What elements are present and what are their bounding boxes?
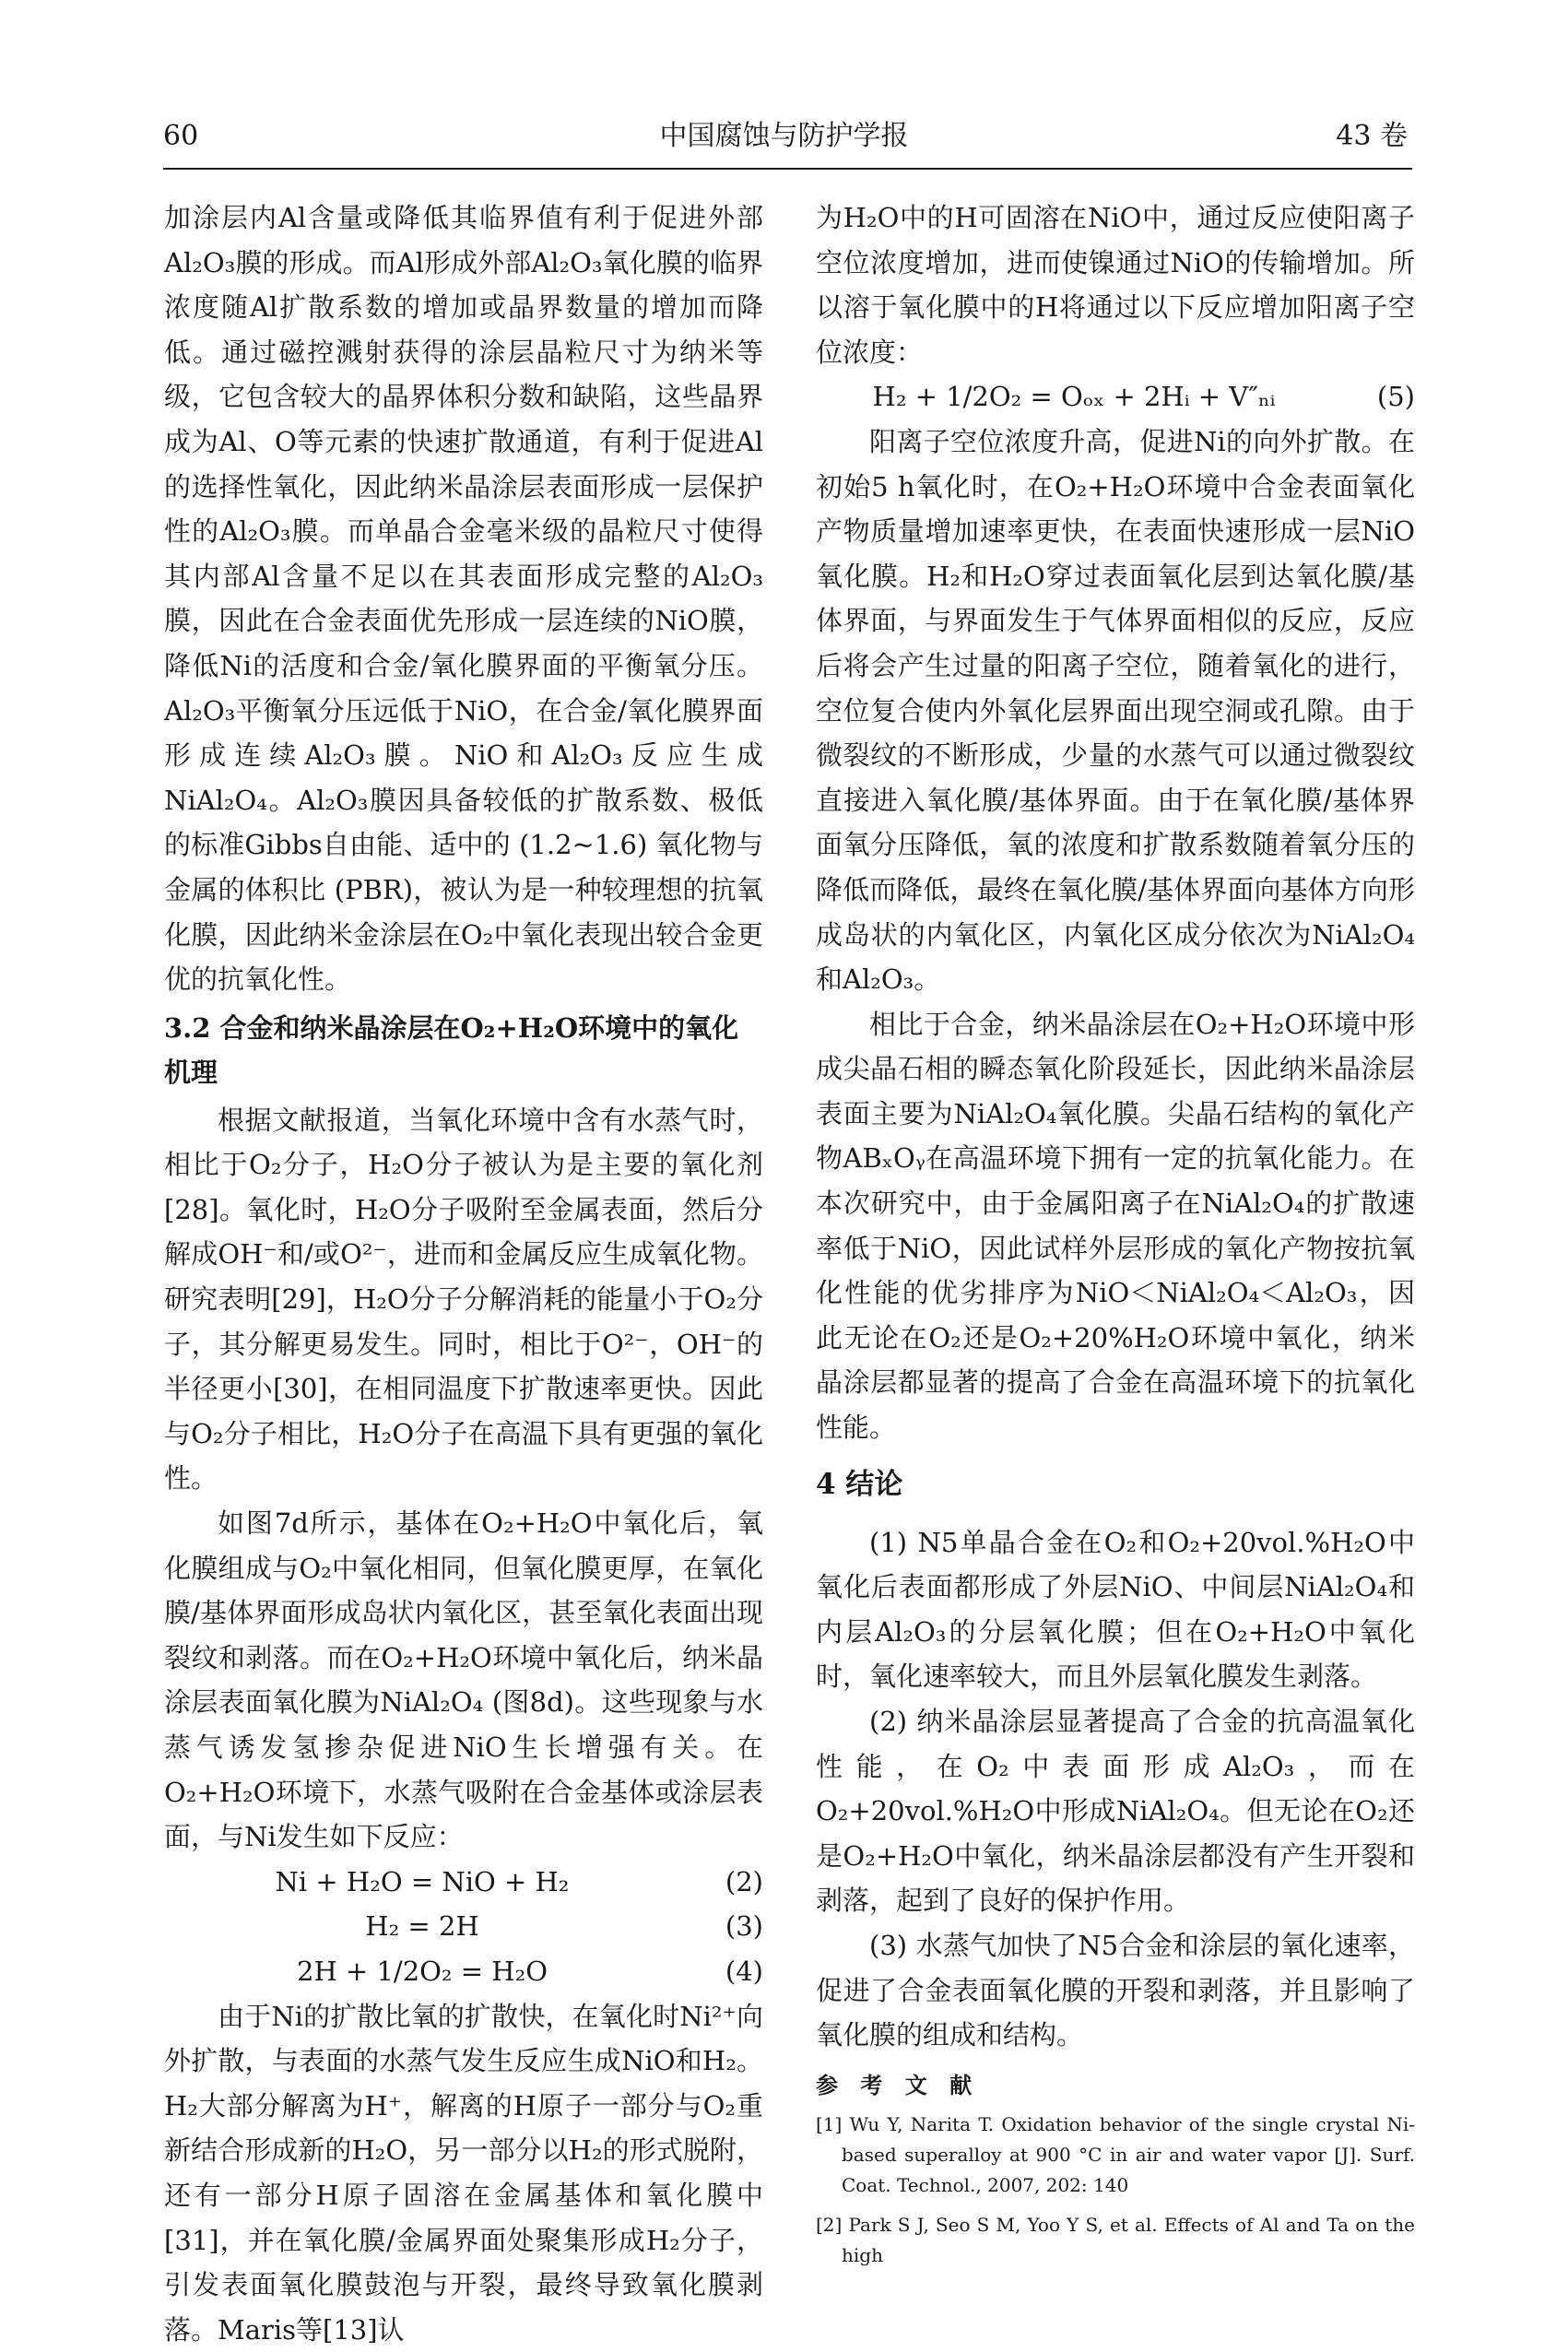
equation-formula: H₂ = 2H [365, 1910, 479, 1943]
equation-number: (5) [1376, 381, 1415, 413]
equation-number: (2) [725, 1865, 763, 1897]
reference-item[interactable]: [2] Park S J, Seo S M, Yoo Y S, et al. Effects of Al and Ta on the high [816, 2213, 1415, 2266]
header-rule [163, 168, 1412, 170]
section-heading-3-2: 3.2 合金和纳米晶涂层在O₂+H₂O环境中的氧化机理 [164, 1011, 739, 1088]
equation-formula: H₂ + 1/2O₂ = Oₒₓ + 2Hᵢ + V″ₙᵢ [872, 381, 1276, 413]
conclusion-item: (3) 水蒸气加快了N5合金和涂层的氧化速率，促进了合金表面氧化膜的开裂和剥落，并且影响了氧化膜的组成和结构。 [816, 1929, 1415, 2051]
equation-formula: 2H + 1/2O₂ = H₂O [297, 1955, 548, 1987]
right-column [816, 195, 1415, 2280]
volume-label: 43 卷 [1336, 120, 1408, 152]
equation-5 [816, 374, 1415, 420]
references-heading: 参 考 文 献 [816, 2071, 980, 2098]
left-column [164, 195, 763, 2352]
equation-number: (3) [725, 1910, 763, 1943]
equation-2 [164, 1860, 763, 1905]
paragraph: 相比于合金，纳米晶涂层在O₂+H₂O环境中形成尖晶石相的瞬态氧化阶段延长，因此纳米晶涂层表面主要为NiAl₂O₄氧化膜。尖晶石结构的氧化产物ABₓOᵧ在高温环境下拥有一定的抗氧化能力。在本次研究中，由于金属阳离子在NiAl₂O₄的扩散速率低于NiO，因此试样外层形成的氧化产物按抗氧化性能的优劣排序为NiO＜NiAl₂O₄＜Al₂O₃，因此无论在O₂还是O₂+20%H₂O环境中氧化，纳米晶涂层都显著的提高了合金在高温环境下的抗氧化性能。 [816, 1008, 1415, 1444]
section-heading-4: 4 结论 [816, 1467, 903, 1501]
paragraph: 阳离子空位浓度升高，促进Ni的向外扩散。在初始5 h氧化时，在O₂+H₂O环境中合金表面氧化产物质量增加速率更快，在表面快速形成一层NiO氧化膜。H₂和H₂O穿过表面氧化层到达氧化膜/基体界面，与界面发生于气体界面相似的反应，反应后将会产生过量的阳离子空位，随着氧化的进行，空位复合使内外氧化层界面出现空洞或孔隙。由于微裂纹的不断形成，少量的水蒸气可以通过微裂纹直接进入氧化膜/基体界面。由于在氧化膜/基体界面氧分压降低，氧的浓度和扩散系数随着氧分压的降低而降低，最终在氧化膜/基体界面向基体方向形成岛状的内氧化区，内氧化区成分依次为NiAl₂O₄和Al₂O₃。 [816, 425, 1415, 996]
paragraph: 根据文献报道，当氧化环境中含有水蒸气时，相比于O₂分子，H₂O分子被认为是主要的氧化剂[28]。氧化时，H₂O分子吸附至金属表面，然后分解成OH⁻和/或O²⁻，进而和金属反应生成氧化物。研究表明[29]，H₂O分子分解消耗的能量小于O₂分子，其分解更易发生。同时，相比于O²⁻，OH⁻的半径更小[30]，在相同温度下扩散速率更快。因此与O₂分子相比，H₂O分子在高温下具有更强的氧化性。 [164, 1104, 763, 1495]
equation-formula: Ni + H₂O = NiO + H₂ [275, 1865, 570, 1897]
conclusion-item: (1) N5单晶合金在O₂和O₂+20vol.%H₂O中氧化后表面都形成了外层NiO、中间层NiAl₂O₄和内层Al₂O₃的分层氧化膜；但在O₂+H₂O中氧化时，氧化速率较大，而且外层氧化膜发生剥落。 [816, 1526, 1415, 1693]
conclusion-item: (2) 纳米晶涂层显著提高了合金的抗高温氧化性能，在O₂中表面形成Al₂O₃，而在O₂+20vol.%H₂O中形成NiAl₂O₄。但无论在O₂还是O₂+H₂O中氧化，纳米晶涂层都没有产生开裂和剥落，起到了良好的保护作用。 [816, 1706, 1415, 1917]
paragraph: 加涂层内Al含量或降低其临界值有利于促进外部Al₂O₃膜的形成。而Al形成外部Al₂O₃氧化膜的临界浓度随Al扩散系数的增加或晶界数量的增加而降低。通过磁控溅射获得的涂层晶粒尺寸为纳米等级，它包含较大的晶界体积分数和缺陷，这些晶界成为Al、O等元素的快速扩散通道，有利于促进Al的选择性氧化，因此纳米晶涂层表面形成一层保护性的Al₂O₃膜。而单晶合金毫米级的晶粒尺寸使得其内部Al含量不足以在其表面形成完整的Al₂O₃膜，因此在合金表面优先形成一层连续的NiO膜，降低Ni的活度和合金/氧化膜界面的平衡氧分压。Al₂O₃平衡氧分压远低于NiO，在合金/氧化膜界面形成连续Al₂O₃膜。NiO和Al₂O₃反应生成NiAl₂O₄。Al₂O₃膜因具备较低的扩散系数、极低的标准Gibbs自由能、适中的 (1.2~1.6) 氧化物与金属的体积比 (PBR)，被认为是一种较理想的抗氧化膜，因此纳米金涂层在O₂中氧化表现出较合金更优的抗氧化性。 [164, 202, 763, 996]
page-number: 60 [163, 120, 199, 152]
reference-item[interactable]: [1] Wu Y, Narita T. Oxidation behavior of the single crystal Ni-based superalloy at 900 °C in air and water vapor [J]. Surf. Coat. Technol., 2007, 202: 140 [816, 2112, 1415, 2196]
paragraph: 为H₂O中的H可固溶在NiO中，通过反应使阳离子空位浓度增加，进而使镍通过NiO的传输增加。所以溶于氧化膜中的H将通过以下反应增加阳离子空位浓度： [816, 202, 1415, 368]
paragraph: 如图7d所示，基体在O₂+H₂O中氧化后，氧化膜组成与O₂中氧化相同，但氧化膜更厚，在氧化膜/基体界面形成岛状内氧化区，甚至氧化表面出现裂纹和剥落。而在O₂+H₂O环境中氧化后，纳米晶涂层表面氧化膜为NiAl₂O₄ (图8d)。这些现象与水蒸气诱发氢掺杂促进NiO生长增强有关。在O₂+H₂O环境下，水蒸气吸附在合金基体或涂层表面，与Ni发生如下反应： [164, 1507, 763, 1853]
paragraph: 由于Ni的扩散比氧的扩散快，在氧化时Ni²⁺向外扩散，与表面的水蒸气发生反应生成NiO和H₂。H₂大部分解离为H⁺，解离的H原子一部分与O₂重新结合形成新的H₂O，另一部分以H₂的形式脱附，还有一部分H原子固溶在金属基体和氧化膜中[31]，并在氧化膜/金属界面处聚集形成H₂分子，引发表面氧化膜鼓泡与开裂，最终导致氧化膜剥落。Maris等[13]认 [164, 2000, 763, 2346]
journal-title: 中国腐蚀与防护学报 [659, 120, 909, 152]
equation-number: (4) [725, 1955, 763, 1987]
equation-3 [164, 1904, 763, 1949]
equation-4 [164, 1949, 763, 1994]
